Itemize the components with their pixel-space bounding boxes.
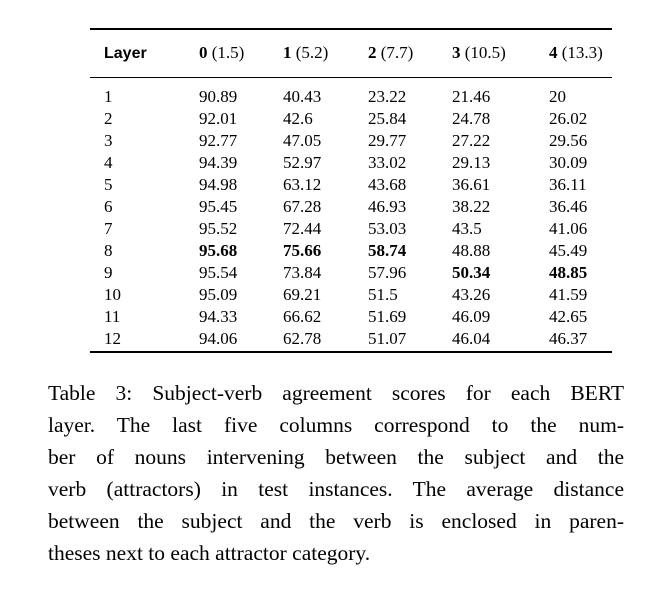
header-bold-text: 2 [368,43,377,62]
score-cell: 36.46 [549,197,588,216]
score-cell: 63.12 [283,175,322,194]
score-cell: 42.65 [549,307,588,326]
header-normal-text: (7.7) [376,43,414,62]
score-cell: 51.07 [368,329,407,348]
score-cell: 66.62 [283,307,322,326]
caption-line: theses next to each attractor category. [48,541,371,565]
score-cell: 48.88 [452,241,491,260]
score-cell: 75.66 [283,241,322,260]
score-cell: 24.78 [452,109,491,128]
score-cell: 46.37 [549,329,588,348]
score-cell: 46.93 [368,197,407,216]
table-row [90,130,612,152]
score-cell: 92.77 [199,131,238,150]
score-cell: 42.6 [283,109,313,128]
score-cell: 90.89 [199,87,238,106]
score-cell: 69.21 [283,285,322,304]
header-attractors-3 [452,28,549,79]
table-caption [48,377,624,569]
table-body [90,79,612,350]
score-cell: 45.49 [549,241,588,260]
score-cell: 20 [549,87,566,106]
table-bottom-rule [90,351,612,353]
score-cell: 47.05 [283,131,322,150]
score-cell: 25.84 [368,109,407,128]
score-cell: 43.5 [452,219,482,238]
score-cell: 29.77 [368,131,407,150]
score-cell: 29.56 [549,131,588,150]
score-cell: 21.46 [452,87,491,106]
layer-cell: 8 [104,241,113,260]
header-attractors-0 [199,28,283,79]
score-cell: 95.54 [199,263,238,282]
header-attractors-2 [368,28,452,79]
score-cell: 48.85 [549,263,588,282]
layer-cell: 2 [104,109,113,128]
score-cell: 46.04 [452,329,491,348]
header-normal-text: (1.5) [207,43,245,62]
score-cell: 53.03 [368,219,407,238]
header-normal-text: (10.5) [460,43,506,62]
header-normal-text: (5.2) [291,43,329,62]
layer-cell: 10 [104,285,121,304]
score-cell: 43.68 [368,175,407,194]
score-cell: 27.22 [452,131,491,150]
score-cell: 57.96 [368,263,407,282]
score-cell: 52.97 [283,153,322,172]
layer-cell: 7 [104,219,113,238]
score-cell: 36.61 [452,175,491,194]
table-header-row [90,28,612,79]
table-row [90,152,612,174]
caption-line: ber of nouns intervening between the subject and the [48,445,624,469]
header-bold-text: 1 [283,43,292,62]
score-cell: 46.09 [452,307,491,326]
table-row [90,79,612,108]
table-row [90,174,612,196]
table-row [90,240,612,262]
score-cell: 38.22 [452,197,491,216]
score-cell: 95.45 [199,197,238,216]
score-cell: 62.78 [283,329,322,348]
score-cell: 95.09 [199,285,238,304]
header-layer [90,28,199,79]
caption-line: verb (attractors) in test instances. The average distance [48,477,624,501]
header-attractors-1 [283,28,368,79]
header-normal-text: (13.3) [557,43,603,62]
score-cell: 50.34 [452,263,491,282]
score-cell: 51.69 [368,307,407,326]
score-cell: 26.02 [549,109,588,128]
header-bold-text: 4 [549,43,558,62]
header-bold-text: Layer [104,45,147,62]
table-row [90,328,612,350]
layer-cell: 4 [104,153,113,172]
layer-cell: 12 [104,329,121,348]
layer-cell: 11 [104,307,121,326]
score-cell: 29.13 [452,153,491,172]
score-cell: 95.68 [199,241,238,260]
caption-line: between the subject and the verb is enclosed in paren- [48,509,624,533]
caption-line: layer. The last five columns correspond to the num- [48,413,624,437]
results-table [90,28,612,350]
layer-cell: 5 [104,175,113,194]
score-cell: 40.43 [283,87,322,106]
layer-cell: 1 [104,87,113,106]
score-cell: 92.01 [199,109,238,128]
score-cell: 94.33 [199,307,238,326]
header-bold-text: 3 [452,43,461,62]
score-cell: 94.06 [199,329,238,348]
score-cell: 30.09 [549,153,588,172]
header-bold-text: 0 [199,43,208,62]
table-row [90,108,612,130]
score-cell: 94.39 [199,153,238,172]
table-row [90,218,612,240]
score-cell: 23.22 [368,87,407,106]
table-row [90,262,612,284]
score-cell: 94.98 [199,175,238,194]
score-cell: 33.02 [368,153,407,172]
table-row [90,284,612,306]
layer-cell: 6 [104,197,113,216]
score-cell: 43.26 [452,285,491,304]
score-cell: 67.28 [283,197,322,216]
score-cell: 73.84 [283,263,322,282]
score-cell: 41.59 [549,285,588,304]
score-cell: 41.06 [549,219,588,238]
score-cell: 51.5 [368,285,398,304]
score-cell: 72.44 [283,219,322,238]
score-cell: 58.74 [368,241,407,260]
caption-line: Table 3: Subject-verb agreement scores for each BERT [48,381,624,405]
score-cell: 95.52 [199,219,238,238]
table-row [90,196,612,218]
layer-cell: 3 [104,131,113,150]
score-cell: 36.11 [549,175,587,194]
layer-cell: 9 [104,263,113,282]
header-attractors-4 [549,28,612,79]
table-row [90,306,612,328]
